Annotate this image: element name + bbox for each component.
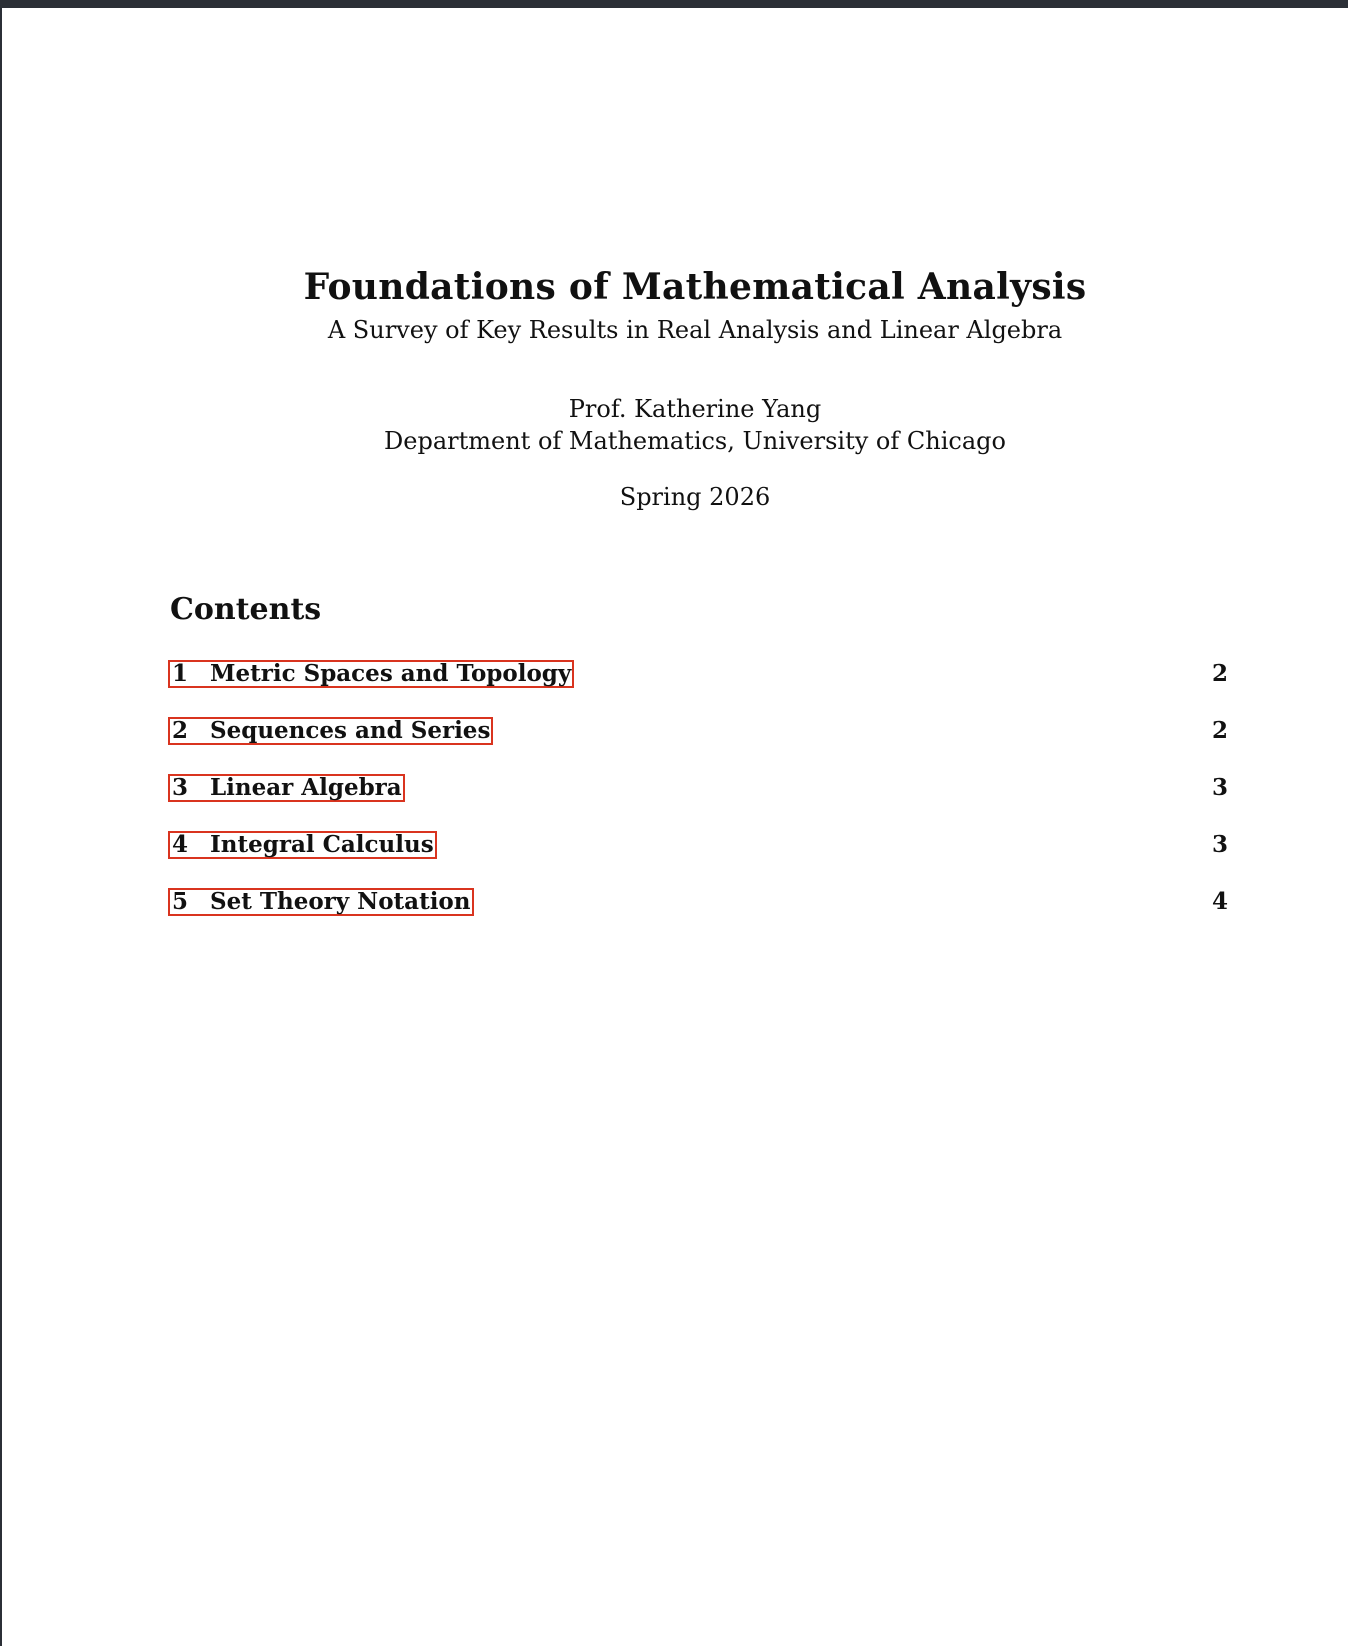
document-title: Foundations of Mathematical Analysis <box>303 266 1087 308</box>
document-subtitle: A Survey of Key Results in Real Analysis and Linear Algebra <box>327 316 1063 344</box>
toc-entry-title: Set Theory Notation <box>210 888 471 915</box>
toc-entry-number: 5 <box>172 888 189 915</box>
toc-link-integral-calculus[interactable] <box>168 831 437 859</box>
toc-entry-number: 3 <box>172 774 189 801</box>
toc-entry-number: 4 <box>172 831 189 858</box>
toc-link-linear-algebra[interactable] <box>168 774 405 802</box>
document-page <box>2 8 1348 1646</box>
toc-entry-title: Linear Algebra <box>210 774 402 801</box>
toc-entry <box>168 770 1228 827</box>
toc-page-number: 2 <box>1211 717 1228 744</box>
document-date: Spring 2026 <box>619 483 771 511</box>
toc-entry-title: Sequences and Series <box>210 717 491 744</box>
toc-entry-number: 1 <box>172 660 189 687</box>
toc-page-number: 3 <box>1211 774 1228 801</box>
toc-entry-title: Metric Spaces and Topology <box>210 660 572 687</box>
toc-link-sequences-series[interactable] <box>168 717 493 745</box>
title-block <box>2 263 1348 347</box>
toc-entry <box>168 713 1228 770</box>
toc-link-set-theory[interactable] <box>168 888 474 916</box>
author-affiliation: Department of Mathematics, University of Chicago <box>384 427 1006 455</box>
toc-page-number: 3 <box>1211 831 1228 858</box>
toc-entry <box>168 656 1228 713</box>
contents-heading: Contents <box>170 592 322 627</box>
toc-entry-title: Integral Calculus <box>210 831 434 858</box>
author-block <box>2 393 1348 457</box>
author-name: Prof. Katherine Yang <box>568 395 822 423</box>
table-of-contents <box>168 656 1228 941</box>
toc-entry-number: 2 <box>172 717 189 744</box>
toc-link-metric-spaces[interactable] <box>168 660 574 688</box>
toc-page-number: 4 <box>1211 888 1228 915</box>
toc-entry <box>168 884 1228 941</box>
toc-page-number: 2 <box>1211 660 1228 687</box>
toc-entry <box>168 827 1228 884</box>
